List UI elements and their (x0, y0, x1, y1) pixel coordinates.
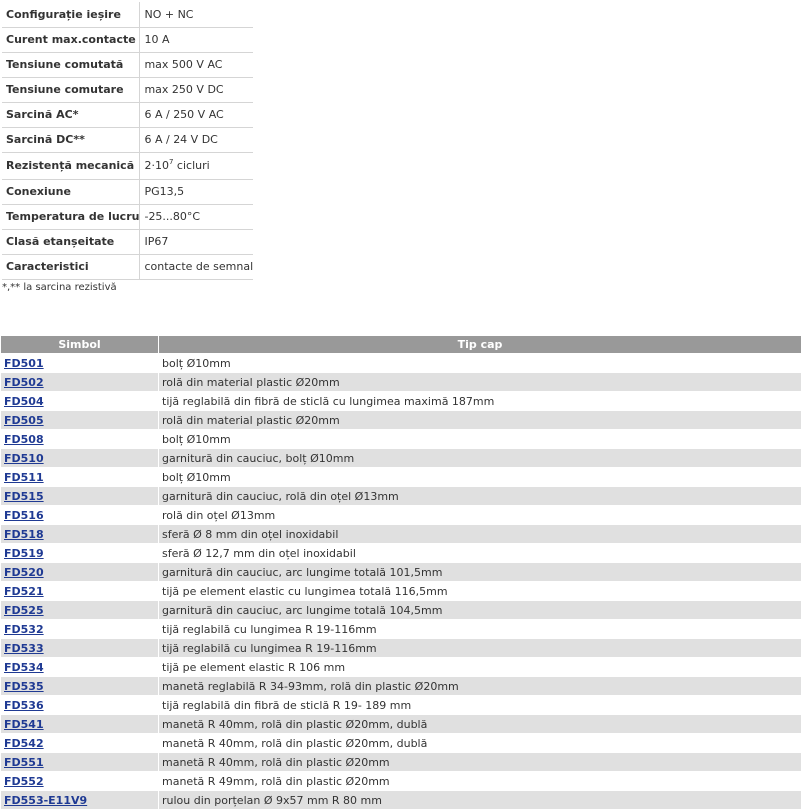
spec-row (2, 52, 253, 77)
model-description: manetă reglabilă R 34-93mm, rolă din plastic Ø20mm (159, 677, 801, 695)
table-row (1, 791, 801, 809)
models-table-body (1, 354, 801, 809)
spec-label: Temperatura de lucru (2, 204, 140, 229)
spec-label: Caracteristici (2, 254, 140, 279)
model-code-cell (1, 468, 159, 486)
model-code-link[interactable]: FD532 (4, 622, 44, 636)
model-code-cell (1, 544, 159, 562)
model-code-link[interactable]: FD521 (4, 584, 44, 598)
spec-row (2, 229, 253, 254)
model-code-cell (1, 563, 159, 581)
spec-value: max 250 V DC (140, 77, 253, 102)
model-code-cell (1, 620, 159, 638)
model-description: manetă R 40mm, rolă din plastic Ø20mm, dublă (162, 736, 428, 750)
table-row (1, 373, 801, 391)
model-description: bolț Ø10mm (162, 470, 231, 484)
spec-value: NO + NC (140, 2, 253, 27)
spec-label: Curent max.contacte (2, 27, 140, 52)
spec-value-suffix: cicluri (173, 159, 210, 172)
model-code-cell (1, 449, 159, 467)
spec-label: Sarcină AC* (2, 102, 140, 127)
table-row (1, 620, 801, 638)
model-description: manetă R 40mm, rolă din plastic Ø20mm (159, 753, 801, 771)
table-row (1, 601, 801, 619)
specifications-table (2, 2, 253, 280)
model-code-cell (1, 506, 159, 524)
model-code-link[interactable]: FD551 (4, 755, 44, 769)
model-description: rolă din material plastic Ø20mm (159, 411, 801, 429)
model-code-cell (1, 430, 159, 448)
model-code-link[interactable]: FD501 (4, 356, 44, 370)
model-code-cell (1, 582, 159, 600)
model-description: garnitură din cauciuc, arc lungime totală 101,5mm (159, 563, 801, 581)
table-row (1, 506, 801, 524)
model-code-cell (1, 601, 159, 619)
model-code-link[interactable]: FD516 (4, 508, 44, 522)
spec-value: 6 A / 250 V AC (140, 102, 253, 127)
spec-label: Tensiune comutată (2, 52, 140, 77)
model-code-cell (1, 411, 159, 429)
table-row (1, 430, 801, 448)
spec-label: Tensiune comutare (2, 77, 140, 102)
model-description: sferă Ø 8 mm din oțel inoxidabil (159, 525, 801, 543)
model-code-link[interactable]: FD541 (4, 717, 44, 731)
spec-label: Configurație ieșire (2, 2, 140, 27)
model-code-link[interactable]: FD511 (4, 470, 44, 484)
model-code-link[interactable]: FD518 (4, 527, 44, 541)
model-description: sferă Ø 12,7 mm din oțel inoxidabil (162, 546, 356, 560)
spec-value: max 500 V AC (140, 52, 253, 77)
table-row (1, 753, 801, 771)
table-row (1, 563, 801, 581)
model-code-link[interactable]: FD502 (4, 375, 44, 389)
spec-value: 10 A (140, 27, 253, 52)
models-header-row (1, 336, 801, 353)
model-description: rolă din material plastic Ø20mm (159, 373, 801, 391)
model-description: tijă reglabilă cu lungimea R 19-116mm (159, 639, 801, 657)
table-row (1, 658, 801, 676)
spec-label: Clasă etanșeitate (2, 229, 140, 254)
model-description: tijă pe element elastic cu lungimea totală 116,5mm (162, 584, 448, 598)
model-code-cell (1, 715, 159, 733)
model-code-cell (1, 392, 159, 410)
model-description: garnitură din cauciuc, bolț Ø10mm (159, 449, 801, 467)
model-code-cell (1, 487, 159, 505)
model-code-cell (1, 658, 159, 676)
spec-row (2, 179, 253, 204)
model-description: garnitură din cauciuc, arc lungime totală 104,5mm (159, 601, 801, 619)
table-row (1, 772, 801, 790)
model-code-link[interactable]: FD542 (4, 736, 44, 750)
table-row (1, 715, 801, 733)
column-header-head-type: Tip cap (159, 336, 801, 353)
spec-row (2, 127, 253, 152)
spec-row (2, 77, 253, 102)
model-code-cell (1, 373, 159, 391)
model-description: bolț Ø10mm (162, 432, 231, 446)
table-row (1, 677, 801, 695)
spec-row (2, 102, 253, 127)
model-description: tijă pe element elastic R 106 mm (162, 660, 346, 674)
models-table (1, 335, 801, 810)
model-description: tijă reglabilă din fibră de sticlă cu lungimea maximă 187mm (162, 394, 495, 408)
model-code-link[interactable]: FD552 (4, 774, 44, 788)
model-description: bolț Ø10mm (162, 356, 231, 370)
table-row (1, 354, 801, 372)
model-code-link[interactable]: FD515 (4, 489, 44, 503)
table-row (1, 487, 801, 505)
spec-value: 6 A / 24 V DC (140, 127, 253, 152)
spec-value: IP67 (140, 229, 253, 254)
model-code-link[interactable]: FD510 (4, 451, 44, 465)
spec-value-exponent: 7 (168, 158, 174, 166)
spec-label: Conexiune (2, 179, 140, 204)
model-code-link[interactable]: FD519 (4, 546, 44, 560)
model-code-cell (1, 734, 159, 752)
table-row (1, 734, 801, 752)
model-code-cell (1, 696, 159, 714)
model-code-cell (1, 639, 159, 657)
model-code-link[interactable]: FD553-E11V9 (4, 793, 88, 807)
model-code-cell (1, 772, 159, 790)
table-row (1, 696, 801, 714)
spec-row (2, 27, 253, 52)
table-row (1, 525, 801, 543)
model-code-cell (1, 677, 159, 695)
model-description: tijă reglabilă cu lungimea R 19-116mm (162, 622, 377, 636)
spec-label: Rezistență mecanică (2, 152, 140, 179)
model-description: rulou din porțelan Ø 9x57 mm R 80 mm (159, 791, 801, 809)
model-code-link[interactable]: FD534 (4, 660, 44, 674)
model-code-cell (1, 791, 159, 809)
table-row (1, 582, 801, 600)
spec-value (140, 152, 253, 179)
table-row (1, 411, 801, 429)
model-code-link[interactable]: FD535 (4, 679, 44, 693)
spec-value: -25...80°C (140, 204, 253, 229)
model-code-cell (1, 525, 159, 543)
spec-value: contacte de semnal (140, 254, 253, 279)
spec-row (2, 152, 253, 179)
model-description: rolă din oțel Ø13mm (162, 508, 276, 522)
spec-label: Sarcină DC** (2, 127, 140, 152)
spec-value-base: 2·10 (144, 159, 169, 172)
model-code-link[interactable]: FD536 (4, 698, 44, 712)
table-row (1, 392, 801, 410)
model-code-link[interactable]: FD520 (4, 565, 44, 579)
column-header-symbol: Simbol (1, 336, 159, 353)
model-description: manetă R 40mm, rolă din plastic Ø20mm, dublă (159, 715, 801, 733)
model-code-cell (1, 354, 159, 372)
model-description: garnitură din cauciuc, rolă din oțel Ø13mm (159, 487, 801, 505)
table-row (1, 639, 801, 657)
model-code-link[interactable]: FD505 (4, 413, 44, 427)
model-code-link[interactable]: FD525 (4, 603, 44, 617)
model-description: manetă R 49mm, rolă din plastic Ø20mm (162, 774, 390, 788)
model-code-link[interactable]: FD504 (4, 394, 44, 408)
table-row (1, 544, 801, 562)
table-row (1, 468, 801, 486)
spec-value: PG13,5 (140, 179, 253, 204)
model-code-link[interactable]: FD533 (4, 641, 44, 655)
spec-row (2, 2, 253, 27)
model-description: tijă reglabilă din fibră de sticlă R 19- 189 mm (162, 698, 412, 712)
footnote: *,** la sarcina rezistivă (2, 282, 117, 293)
table-row (1, 449, 801, 467)
spec-row (2, 254, 253, 279)
model-code-cell (1, 753, 159, 771)
model-code-link[interactable]: FD508 (4, 432, 44, 446)
spec-row (2, 204, 253, 229)
